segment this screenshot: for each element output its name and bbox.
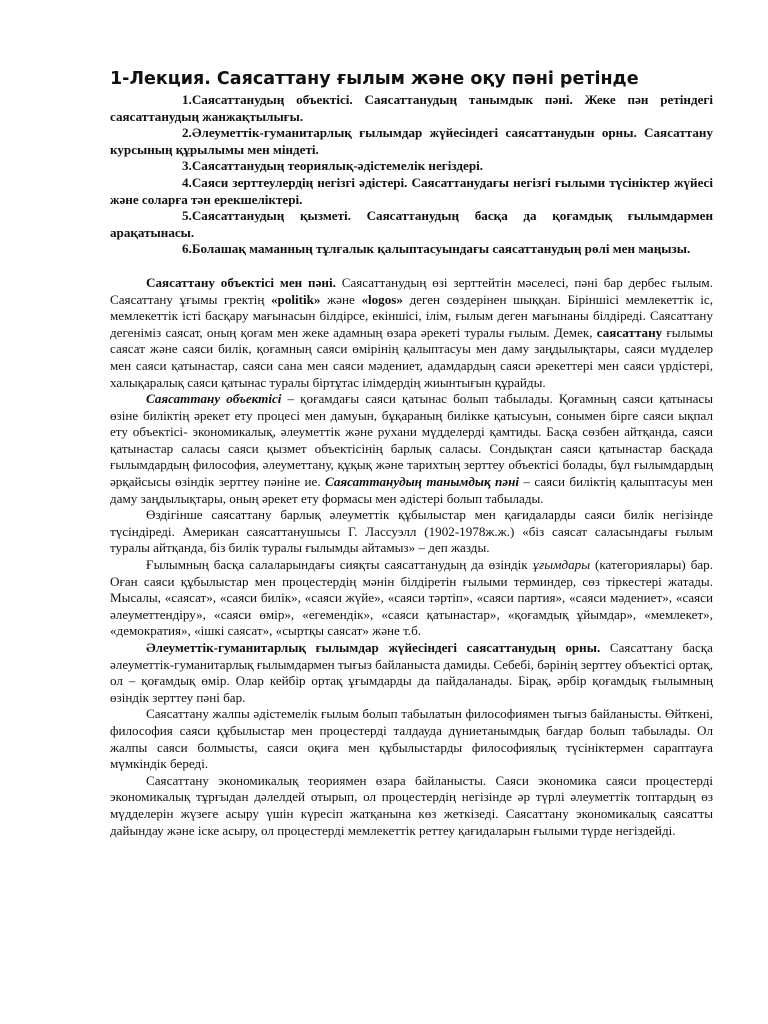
paragraph-place-in-humanities: Әлеуметтік-гуманитарлық ғылымдар жүйесіндегі саясаттанудың орны. Саясаттану басқа әлеуметтік-гуманитарлық ғылымдармен тығыз байланыста дамиды. Себебі, бәрінің зерттеу объектісі ортақ, ол – қоғамдық өмір. Олар кейбір ортақ ұғымдарды да пайдаланады. Бірақ, әрбір қоғамдық ғылымның өзіндік зерттеу пәні бар.: [110, 640, 713, 705]
outline-item-5: 5.Саясаттанудың қызметі. Саясаттанудың басқа да қоғамдық ғылымдармен арақатынасы.: [110, 208, 713, 240]
paragraph-categories: Ғылымның басқа салаларындағы сияқты саясаттанудың да өзіндік ұғымдары (категориялары) бар. Оған саяси құбылыстар мен процестердің мәнін білдіретін ғылыми терминдер, сөз тіркестері жатады. Мысалы, «саясат», «саяси билік», «саяси жүйе», «саяси тәртіп», «саяси партия», «саяси мәдениет», «саяси әлеуметтендіру», «саяси өмір», «егемендік», «саяси қатынастар», «қоғамдық ұйымдар», «мемлекет», «демократия», «ішкі саясат», «сыртқы саясат» және т.б.: [110, 557, 713, 639]
paragraph-object-and-subject: Саясаттану объектісі мен пәні. Саясаттанудың өзі зерттейтін мәселесі, пәні бар дербес ғылым. Саясаттану ұғымы гректің «politik» және «logos» деген сөздерінен шыққан. Біріншісі мемлекеттік іс, мемлекеттік істі басқару мағынасын білдірсе, екіншісі, ілім, ғылым деген мағынаны білдіреді. Саясаттану дегеніміз саясат, оның қоғам мен жеке адамның өзара әрекеті туралы ғылым. Демек, саясаттану ғылымы саясат және саяси билік, қоғамның саяси өмірінің қалыптасуы мен даму заңдылықтары, саяси мүдделер мен саяси қатынастар, саяси сана мен саяси мәдениет, адамдардың саяси әрекеттері мен саяси үрдістері, халықаралық саяси қатынас туралы біртұтас ілімдердің жиынтығын құрайды.: [110, 274, 713, 390]
term-object: Саясаттану объектісі: [146, 391, 282, 407]
term-saiasattanu: саясаттану: [596, 324, 663, 340]
outline-item-3: 3.Саясаттанудың теориялық-әдістемелік негіздері.: [182, 158, 484, 174]
document-page: [110, 66, 713, 839]
outline-item-1: 1.Саясаттанудың объектісі. Саясаттанудың танымдык пәні. Жеке пән ретіндегі саясаттанудың жанжақтылығы.: [110, 92, 713, 124]
blank-line: [110, 258, 713, 275]
section-heading-inline: Әлеуметтік-гуманитарлық ғылымдар жүйесіндегі саясаттанудың орны.: [146, 640, 601, 655]
section-heading-inline: Саясаттану объектісі мен пәні.: [146, 274, 336, 290]
paragraph-economics: Саясаттану экономикалық теориямен өзара байланысты. Саяси экономика саяси процестерді экономикалық тұрғыдан дәлелдей отырып, ол процестердің негізінде әр түрлі әлеуметтік топтардың өз мүдделерін жүзеге асыру үшін күресіп жатқанына көз жеткізеді. Саясаттану экономикалық саясатты дайындау және іске асыру, ол процестерді мемлекеттік реттеу қағидаларын ғылыми түрде негіздейді.: [110, 772, 713, 838]
lecture-title: 1-Лекция. Саясаттану ғылым және оқу пәні ретінде: [110, 69, 639, 89]
paragraph-lasswell: Өздігінше саясаттану барлық әлеуметтік құбылыстар мен қағидаларды саяси билік негізінде түсіндіреді. Американ саясаттанушысы Г. Лассуэлл (1902-1978ж.ж.) «біз саясат саласындағы ғылым туралы айтқанда, біз билік туралы ғылымды айтамыз» – деп жазды.: [110, 507, 713, 556]
term-concepts: ұғымдары: [532, 557, 591, 573]
outline-item-6: 6.Болашақ маманның тұлғалык қалыптасуындағы саясаттанудың рөлі мен маңызы.: [182, 241, 691, 257]
paragraph-philosophy: Саясаттану жалпы әдістемелік ғылым болып табылатын философиямен тығыз байланысты. Өйткені, философия саяси құбылыстар мен процестерді талдауда дүниетанымдық бағдар болып табылады. Ол жалпы саяси болмысты, саяси оқиға мен құбылыстарды философиялық түсініктермен сараптауға мүмкіндік береді.: [110, 706, 713, 772]
paragraph-object: Саясаттану объектісі – қоғамдағы саяси қатынас болып табылады. Қоғамның саяси қатынасы өзіне биліктің әрекет ету процесі мен дамуын, бұқараның билікке қатысуын, сонымен бірге саяси ықпал ету объектісі- экономикалық, әлеуметтік және рухани мүдделерді қамтиды. Басқа сөзбен айтқанда, саяси қатынастар саласы саяси қызмет объектісінің барлық саласы. Сондықтан саяси қатынастар басқада ғылымдардың философия, әлеуметтану, құқық және тарихтың зерттеу объектісі болады, бұл ғылымдардың әрқайсысы өзіндік зерттеу пәніне ие. Саясаттанудың танымдық пәні – саяси биліктің қалыптасуы мен даму заңдылықтары, оның әрекет ету формасы мен әдістері болып табылады.: [110, 391, 714, 506]
outline-item-2: 2.Әлеуметтік-гуманитарлық ғылымдар жүйесіндегі саясаттанудын орны. Саясаттану курсының құрылымы мен міндеті.: [110, 125, 713, 157]
lecture-outline: [110, 92, 713, 258]
outline-item-4: 4.Саяси зерттеулердің негізгі әдістері. Саясаттанудағы негізгі ғылыми түсініктер жүйесі және соларға тән ерекшеліктері.: [110, 174, 713, 207]
term-politik: «politik»: [271, 291, 321, 307]
term-cognitive-subject: Саясаттанудың танымдық пәні: [325, 474, 520, 490]
term-logos: «logos»: [361, 291, 403, 307]
